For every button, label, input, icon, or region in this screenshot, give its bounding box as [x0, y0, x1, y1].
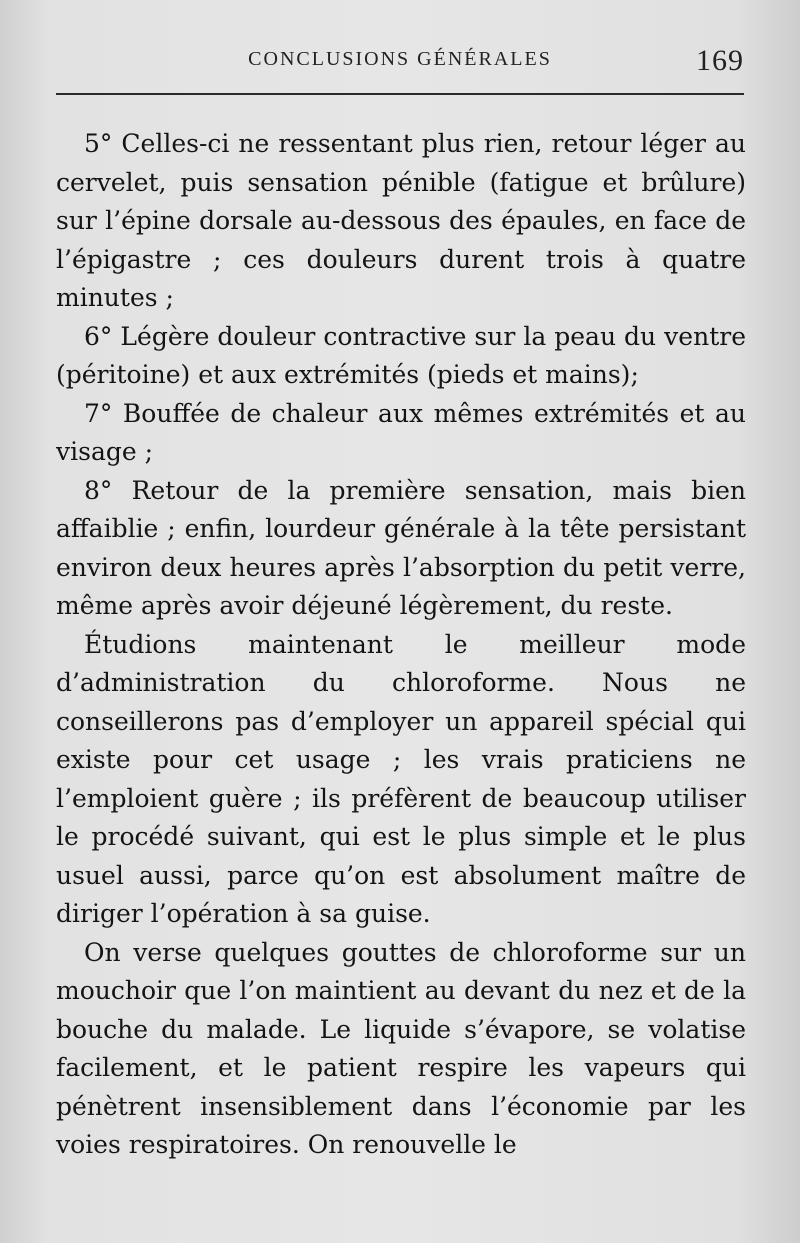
- paragraph-8: 8° Retour de la première sensation, mais bien affaiblie ; enfin, lourdeur générale à la tête persistant environ deux heures après l’absorption du petit verre, même après avoir déjeuné légèrement, du reste.: [56, 475, 746, 620]
- body-text: [56, 125, 746, 1165]
- paragraph-administration: Étudions maintenant le meilleur mode d’administration du chloroforme. Nous ne conseillerons pas d’employer un appareil spécial qui existe pour cet usage ; les vrais praticiens ne l’emploient guère ; ils préfèrent de beaucoup utiliser le procédé suivant, qui est le plus simple et le plus usuel aussi, parce qu’on est absolument maître de diriger l’opération à sa guise.: [56, 629, 746, 928]
- paragraph-5: 5° Celles-ci ne ressentant plus rien, retour léger au cervelet, puis sensation pénible (fatigue et brûlure) sur l’épine dorsale au-dessous des épaules, en face de l’épigastre ; ces douleurs durent trois à quatre minutes ;: [56, 129, 746, 312]
- running-head: [56, 44, 744, 88]
- header-rule: [56, 93, 744, 95]
- running-title: CONCLUSIONS GÉNÉRALES: [248, 48, 552, 70]
- paragraph-6: 6° Légère douleur contractive sur la peau du ventre (péritoine) et aux extrémités (pieds et mains);: [56, 321, 746, 389]
- page-number: 169: [696, 44, 744, 77]
- paragraph-procedure: On verse quelques gouttes de chloroforme sur un mouchoir que l’on maintient au devant du nez et de la bouche du malade. Le liquide s’évapore, se volatise facilement, et le patient respire les vapeurs qui pénètrent insensiblement dans l’économie par les voies respiratoires. On renouvelle le: [56, 937, 746, 1159]
- paragraph-7: 7° Bouffée de chaleur aux mêmes extrémités et au visage ;: [56, 398, 746, 466]
